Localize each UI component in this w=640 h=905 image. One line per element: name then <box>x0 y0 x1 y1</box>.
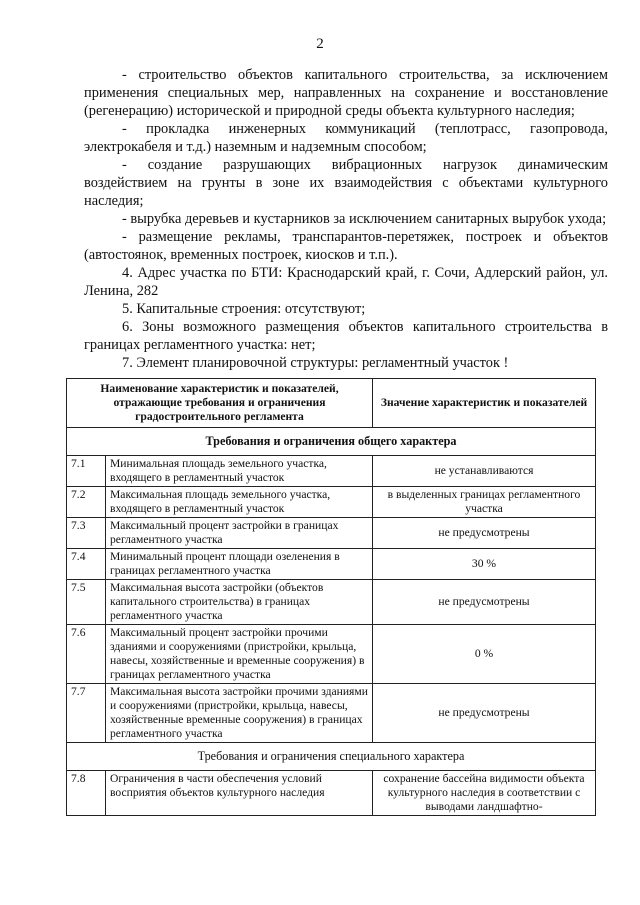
section-row <box>67 428 596 456</box>
row-value: 30 % <box>373 549 596 580</box>
paragraph-restriction-construction: - строительство объектов капитального строительства, за исключением применения специальных мер, направленных на сохранение и восстановление (регенерацию) исторической и природной среды объекта культурного наследия; <box>84 67 608 119</box>
row-number: 7.2 <box>67 487 106 518</box>
row-name: Максимальный процент застройки в границах регламентного участка <box>106 518 373 549</box>
section-special-title: Требования и ограничения специального характера <box>67 743 596 771</box>
row-value: не устанавливаются <box>373 456 596 487</box>
row-name: Минимальный процент площади озеленения в границах регламентного участка <box>106 549 373 580</box>
row-name: Минимальная площадь земельного участка, входящего в регламентный участок <box>106 456 373 487</box>
table-header-row <box>67 379 596 428</box>
row-name: Ограничения в части обеспечения условий восприятия объектов культурного наследия <box>106 771 373 816</box>
table-row <box>67 580 596 625</box>
row-number: 7.1 <box>67 456 106 487</box>
paragraph-address: 4. Адрес участка по БТИ: Краснодарский край, г. Сочи, Адлерский район, ул. Ленина, 282 <box>84 265 608 299</box>
row-value: сохранение бассейна видимости объекта культурного наследия в соответствии с выводами ландшафтно- <box>373 771 596 816</box>
row-value: не предусмотрены <box>373 580 596 625</box>
header-value-cell: Значение характеристик и показателей <box>373 379 596 428</box>
table-row <box>67 487 596 518</box>
row-number: 7.6 <box>67 625 106 684</box>
row-number: 7.7 <box>67 684 106 743</box>
section-row <box>67 743 596 771</box>
section-general-title: Требования и ограничения общего характера <box>67 428 596 456</box>
page-number: 2 <box>316 36 324 52</box>
table-row <box>67 549 596 580</box>
paragraph-structure-element: 7. Элемент планировочной структуры: регламентный участок ! <box>122 355 509 371</box>
row-number: 7.4 <box>67 549 106 580</box>
row-value: не предусмотрены <box>373 684 596 743</box>
row-value: в выделенных границах регламентного участка <box>373 487 596 518</box>
table-row <box>67 456 596 487</box>
paragraph-restriction-vibration: - создание разрушающих вибрационных нагрузок динамическим воздействием на грунты в зоне их взаимодействия с объектами культурного наследия; <box>84 157 608 209</box>
row-name: Максимальный процент застройки прочими зданиями и сооружениями (пристройки, крыльца, навесы, хозяйственные и временные сооружения) в границах регламентного участка <box>106 625 373 684</box>
row-number: 7.5 <box>67 580 106 625</box>
row-number: 7.3 <box>67 518 106 549</box>
paragraph-restriction-felling: - вырубка деревьев и кустарников за исключением санитарных вырубок ухода; <box>122 211 607 227</box>
row-name: Максимальная площадь земельного участка, входящего в регламентный участок <box>106 487 373 518</box>
table-row <box>67 625 596 684</box>
header-name-cell: Наименование характеристик и показателей, отражающие требования и ограничения градостроительного регламента <box>67 379 373 428</box>
table-row <box>67 684 596 743</box>
row-name: Максимальная высота застройки (объектов капитального строительства) в границах регламентного участка <box>106 580 373 625</box>
row-number: 7.8 <box>67 771 106 816</box>
row-value: не предусмотрены <box>373 518 596 549</box>
paragraph-zones: 6. Зоны возможного размещения объектов капитального строительства в границах регламентного участка: нет; <box>84 319 608 353</box>
paragraph-restriction-utilities: - прокладка инженерных коммуникаций (теплотрасс, газопровода, электрокабеля и т.д.) наземным и надземным способом; <box>84 121 608 155</box>
row-name: Максимальная высота застройки прочими зданиями и сооружениями (пристройки, крыльца, навесы, хозяйственные временные сооружения) в границах регламентного участка <box>106 684 373 743</box>
table-row <box>67 771 596 816</box>
paragraph-restriction-advertising: - размещение рекламы, транспарантов-перетяжек, построек и объектов (автостоянок, временных построек, киосков и т.п.). <box>84 229 608 263</box>
paragraph-buildings: 5. Капитальные строения: отсутствуют; <box>122 301 366 317</box>
document-body <box>84 66 608 372</box>
regulations-table <box>66 378 596 816</box>
table-row <box>67 518 596 549</box>
row-value: 0 % <box>373 625 596 684</box>
